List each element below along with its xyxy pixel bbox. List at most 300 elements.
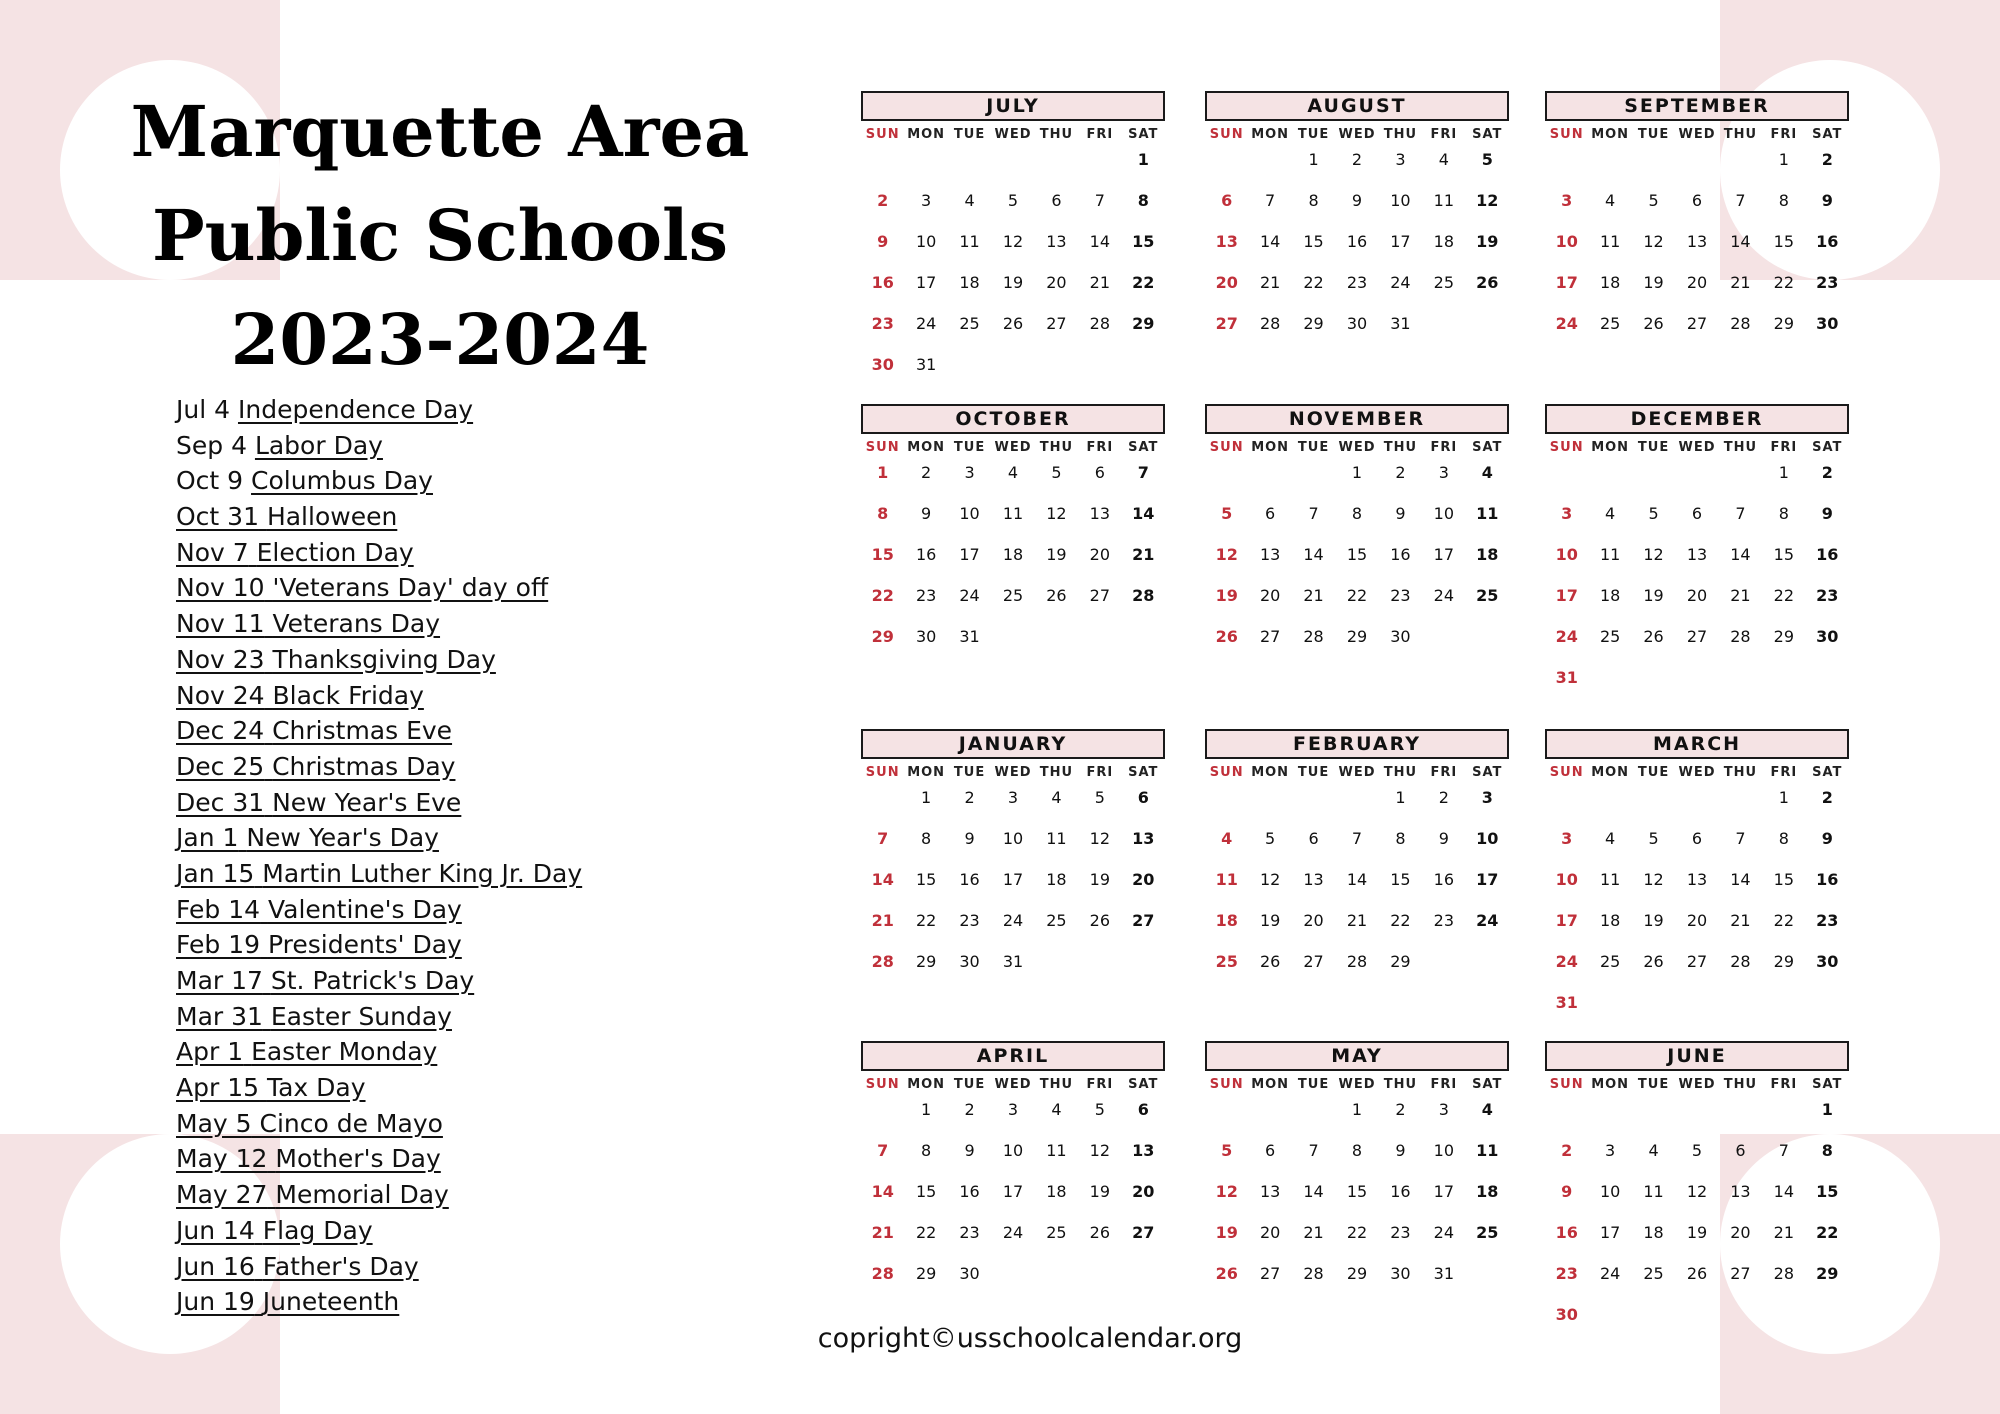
day-cell[interactable]: 7 [1735,191,1746,210]
day-cell[interactable]: 23 [1816,273,1839,292]
day-cell[interactable]: 16 [1816,545,1839,564]
day-cell[interactable]: 30 [1555,1305,1578,1324]
day-cell[interactable]: 20 [1303,911,1324,930]
day-cell[interactable]: 5 [1221,1141,1233,1160]
day-cell[interactable]: 15 [1773,545,1795,564]
day-cell[interactable]: 5 [1691,1141,1703,1160]
day-cell[interactable]: 21 [1303,1223,1324,1242]
day-cell[interactable]: 9 [921,504,932,523]
holiday-link[interactable]: Cinco de Mayo [259,1108,443,1138]
day-cell[interactable]: 10 [1476,829,1499,848]
holiday-item[interactable] [176,463,582,499]
holiday-item[interactable] [176,1213,582,1249]
day-cell[interactable]: 3 [1007,1100,1019,1119]
day-cell[interactable]: 30 [1816,627,1839,646]
day-cell[interactable]: 20 [1259,1223,1281,1242]
day-cell[interactable]: 6 [1691,191,1703,210]
day-cell[interactable]: 17 [1555,273,1578,292]
day-cell[interactable]: 6 [1265,1141,1276,1160]
day-cell[interactable]: 7 [1778,1141,1789,1160]
day-cell[interactable]: 24 [1002,1223,1024,1242]
day-cell[interactable]: 7 [1308,504,1319,523]
holiday-item[interactable] [176,678,582,714]
day-cell[interactable]: 13 [1686,545,1708,564]
holiday-link[interactable]: Thanksgiving Day [272,644,496,674]
day-cell[interactable]: 1 [1778,788,1789,807]
day-cell[interactable]: 7 [1265,191,1276,210]
day-cell[interactable]: 17 [1433,1182,1455,1201]
day-cell[interactable]: 25 [1643,1264,1664,1283]
day-cell[interactable]: 12 [1046,504,1067,523]
day-cell[interactable]: 26 [1643,952,1664,971]
holiday-link[interactable]: Black Friday [272,680,424,710]
day-cell[interactable]: 4 [1605,829,1616,848]
day-cell[interactable]: 11 [1599,870,1621,889]
day-cell[interactable]: 21 [1730,273,1751,292]
day-cell[interactable]: 8 [1395,829,1406,848]
day-cell[interactable]: 12 [1686,1182,1708,1201]
day-cell[interactable]: 31 [1390,314,1411,333]
day-cell[interactable]: 29 [1773,314,1795,333]
day-cell[interactable]: 20 [1132,870,1155,889]
day-cell[interactable]: 15 [1773,232,1795,251]
day-cell[interactable]: 13 [1089,504,1111,523]
day-cell[interactable]: 24 [1390,273,1411,292]
day-cell[interactable]: 10 [1433,1141,1455,1160]
day-cell[interactable]: 15 [915,1182,937,1201]
day-cell[interactable]: 17 [1433,545,1455,564]
holiday-item[interactable] [176,963,582,999]
day-cell[interactable]: 18 [1215,911,1238,930]
day-cell[interactable]: 20 [1686,273,1708,292]
day-cell[interactable]: 3 [964,463,975,482]
day-cell[interactable]: 20 [1730,1223,1751,1242]
day-cell[interactable]: 4 [1438,150,1449,169]
holiday-item[interactable] [176,999,582,1035]
holiday-link[interactable]: Columbus Day [251,466,433,496]
day-cell[interactable]: 11 [959,232,980,251]
day-cell[interactable]: 6 [1137,1100,1149,1119]
day-cell[interactable]: 25 [1215,952,1238,971]
day-cell[interactable]: 12 [1089,1141,1111,1160]
day-cell[interactable]: 4 [964,191,975,210]
day-cell[interactable]: 12 [1259,870,1281,889]
day-cell[interactable]: 30 [1390,627,1411,646]
holiday-item[interactable] [176,713,582,749]
day-cell[interactable]: 18 [1599,273,1621,292]
holiday-item[interactable] [176,749,582,785]
day-cell[interactable]: 28 [1132,586,1155,605]
day-cell[interactable]: 7 [1137,463,1149,482]
day-cell[interactable]: 2 [1561,1141,1573,1160]
day-cell[interactable]: 12 [1643,870,1664,889]
day-cell[interactable]: 11 [1433,191,1455,210]
day-cell[interactable]: 6 [1221,191,1233,210]
day-cell[interactable]: 30 [959,1264,980,1283]
day-cell[interactable]: 2 [1821,150,1833,169]
day-cell[interactable]: 15 [915,870,937,889]
day-cell[interactable]: 4 [1648,1141,1659,1160]
day-cell[interactable]: 21 [1773,1223,1795,1242]
day-cell[interactable]: 16 [1346,232,1368,251]
day-cell[interactable]: 21 [871,1223,894,1242]
day-cell[interactable]: 28 [1730,314,1751,333]
holiday-link[interactable]: Christmas Eve [272,716,453,746]
day-cell[interactable]: 25 [1476,1223,1499,1242]
day-cell[interactable]: 24 [1599,1264,1621,1283]
day-cell[interactable]: 15 [1346,545,1368,564]
day-cell[interactable]: 5 [1648,829,1659,848]
day-cell[interactable]: 16 [1816,232,1839,251]
day-cell[interactable]: 22 [1132,273,1155,292]
day-cell[interactable]: 15 [1773,870,1795,889]
day-cell[interactable]: 14 [1259,232,1281,251]
day-cell[interactable]: 17 [1599,1223,1621,1242]
day-cell[interactable]: 1 [921,788,932,807]
holiday-link[interactable]: New Year's Eve [272,787,462,817]
day-cell[interactable]: 21 [871,911,894,930]
day-cell[interactable]: 6 [1691,829,1703,848]
day-cell[interactable]: 22 [1773,911,1795,930]
day-cell[interactable]: 28 [1773,1264,1795,1283]
day-cell[interactable]: 17 [1555,586,1578,605]
day-cell[interactable]: 13 [1259,545,1281,564]
day-cell[interactable]: 17 [959,545,980,564]
holiday-link[interactable]: Easter Monday [251,1037,438,1067]
day-cell[interactable]: 30 [915,627,937,646]
day-cell[interactable]: 16 [1816,870,1839,889]
day-cell[interactable]: 3 [1481,788,1493,807]
day-cell[interactable]: 23 [1390,1223,1411,1242]
day-cell[interactable]: 9 [1821,829,1833,848]
day-cell[interactable]: 11 [1476,504,1499,523]
day-cell[interactable]: 22 [1816,1223,1839,1242]
day-cell[interactable]: 20 [1686,911,1708,930]
day-cell[interactable]: 29 [915,952,937,971]
day-cell[interactable]: 3 [1561,504,1573,523]
day-cell[interactable]: 2 [1821,788,1833,807]
day-cell[interactable]: 10 [1002,1141,1024,1160]
day-cell[interactable]: 9 [1438,829,1449,848]
holiday-link[interactable]: Election Day [256,537,414,567]
day-cell[interactable]: 27 [1215,314,1238,333]
day-cell[interactable]: 7 [1094,191,1105,210]
day-cell[interactable]: 8 [1778,829,1789,848]
day-cell[interactable]: 11 [1002,504,1024,523]
day-cell[interactable]: 10 [959,504,980,523]
day-cell[interactable]: 20 [1215,273,1238,292]
day-cell[interactable]: 4 [1605,504,1616,523]
day-cell[interactable]: 29 [1773,627,1795,646]
day-cell[interactable]: 4 [1481,1100,1493,1119]
day-cell[interactable]: 6 [1265,504,1276,523]
day-cell[interactable]: 11 [1643,1182,1664,1201]
day-cell[interactable]: 10 [1599,1182,1621,1201]
day-cell[interactable]: 30 [1390,1264,1411,1283]
day-cell[interactable]: 31 [1002,952,1024,971]
day-cell[interactable]: 5 [1007,191,1019,210]
day-cell[interactable]: 21 [1346,911,1368,930]
day-cell[interactable]: 12 [1643,232,1664,251]
holiday-link[interactable]: Veterans Day [272,609,441,639]
holiday-link[interactable]: Easter Sunday [270,1001,452,1031]
day-cell[interactable]: 16 [959,870,980,889]
day-cell[interactable]: 28 [1303,1264,1324,1283]
day-cell[interactable]: 24 [1476,911,1499,930]
day-cell[interactable]: 9 [1351,191,1363,210]
day-cell[interactable]: 15 [871,545,894,564]
holiday-item[interactable] [176,606,582,642]
day-cell[interactable]: 24 [959,586,980,605]
day-cell[interactable]: 9 [964,1141,975,1160]
day-cell[interactable]: 31 [1555,668,1578,687]
day-cell[interactable]: 19 [1089,1182,1111,1201]
day-cell[interactable]: 24 [915,314,937,333]
day-cell[interactable]: 10 [1555,545,1578,564]
day-cell[interactable]: 29 [1346,627,1368,646]
day-cell[interactable]: 1 [1778,463,1789,482]
day-cell[interactable]: 23 [1816,911,1839,930]
day-cell[interactable]: 14 [1089,232,1111,251]
day-cell[interactable]: 31 [959,627,980,646]
day-cell[interactable]: 11 [1046,1141,1067,1160]
day-cell[interactable]: 10 [1555,870,1578,889]
day-cell[interactable]: 24 [1555,314,1578,333]
day-cell[interactable]: 9 [1395,1141,1406,1160]
day-cell[interactable]: 29 [1390,952,1411,971]
day-cell[interactable]: 7 [1735,829,1746,848]
day-cell[interactable]: 14 [1730,232,1751,251]
day-cell[interactable]: 17 [915,273,937,292]
day-cell[interactable]: 6 [1094,463,1105,482]
day-cell[interactable]: 17 [1476,870,1499,889]
day-cell[interactable]: 25 [959,314,980,333]
day-cell[interactable]: 19 [1046,545,1067,564]
day-cell[interactable]: 27 [1089,586,1111,605]
holiday-item[interactable] [176,892,582,928]
day-cell[interactable]: 18 [1599,586,1621,605]
day-cell[interactable]: 9 [964,829,975,848]
day-cell[interactable]: 26 [1476,273,1499,292]
holiday-item[interactable] [176,820,582,856]
day-cell[interactable]: 14 [871,1182,894,1201]
day-cell[interactable]: 8 [921,829,932,848]
day-cell[interactable]: 18 [1476,545,1499,564]
day-cell[interactable]: 31 [1555,993,1578,1012]
day-cell[interactable]: 30 [1346,314,1368,333]
day-cell[interactable]: 21 [1730,586,1751,605]
day-cell[interactable]: 30 [1816,952,1839,971]
day-cell[interactable]: 13 [1686,870,1708,889]
day-cell[interactable]: 28 [1259,314,1281,333]
day-cell[interactable]: 25 [1599,314,1621,333]
day-cell[interactable]: 23 [915,586,937,605]
day-cell[interactable]: 10 [915,232,937,251]
day-cell[interactable]: 25 [1002,586,1024,605]
holiday-item[interactable] [176,1070,582,1106]
day-cell[interactable]: 2 [1821,463,1833,482]
day-cell[interactable]: 27 [1132,1223,1155,1242]
day-cell[interactable]: 26 [1089,911,1111,930]
day-cell[interactable]: 3 [1438,1100,1449,1119]
day-cell[interactable]: 5 [1648,191,1659,210]
day-cell[interactable]: 9 [1821,191,1833,210]
day-cell[interactable]: 25 [1476,586,1499,605]
day-cell[interactable]: 5 [1221,504,1233,523]
day-cell[interactable]: 13 [1215,232,1238,251]
day-cell[interactable]: 23 [1433,911,1455,930]
day-cell[interactable]: 23 [1346,273,1368,292]
day-cell[interactable]: 22 [871,586,894,605]
day-cell[interactable]: 27 [1259,627,1281,646]
day-cell[interactable]: 22 [1303,273,1324,292]
day-cell[interactable]: 21 [1089,273,1111,292]
holiday-item[interactable] [176,1177,582,1213]
day-cell[interactable]: 27 [1730,1264,1751,1283]
holiday-item[interactable] [176,927,582,963]
day-cell[interactable]: 18 [959,273,980,292]
holiday-item[interactable] [176,535,582,571]
day-cell[interactable]: 29 [871,627,894,646]
day-cell[interactable]: 4 [1605,191,1616,210]
day-cell[interactable]: 28 [871,952,894,971]
day-cell[interactable]: 22 [1346,1223,1368,1242]
day-cell[interactable]: 7 [877,829,889,848]
day-cell[interactable]: 4 [1051,1100,1062,1119]
day-cell[interactable]: 28 [1346,952,1368,971]
day-cell[interactable]: 5 [1265,829,1276,848]
day-cell[interactable]: 20 [1046,273,1067,292]
holiday-link[interactable]: Juneteenth [262,1287,400,1317]
holiday-item[interactable] [176,428,582,464]
holiday-link[interactable]: Presidents' Day [267,930,462,960]
day-cell[interactable]: 6 [1691,504,1703,523]
day-cell[interactable]: 8 [1351,504,1363,523]
day-cell[interactable]: 29 [1346,1264,1368,1283]
day-cell[interactable]: 14 [1303,545,1324,564]
day-cell[interactable]: 1 [1351,1100,1363,1119]
day-cell[interactable]: 16 [959,1182,980,1201]
day-cell[interactable]: 10 [1433,504,1455,523]
day-cell[interactable]: 13 [1046,232,1067,251]
day-cell[interactable]: 18 [1643,1223,1664,1242]
day-cell[interactable]: 28 [1730,627,1751,646]
day-cell[interactable]: 23 [1390,586,1411,605]
day-cell[interactable]: 26 [1643,314,1664,333]
holiday-item[interactable] [176,785,582,821]
day-cell[interactable]: 5 [1481,150,1493,169]
day-cell[interactable]: 22 [915,1223,937,1242]
day-cell[interactable]: 27 [1686,627,1708,646]
day-cell[interactable]: 17 [1002,1182,1024,1201]
day-cell[interactable]: 23 [959,1223,980,1242]
day-cell[interactable]: 24 [1433,1223,1455,1242]
holiday-item[interactable] [176,499,582,535]
day-cell[interactable]: 9 [1561,1182,1573,1201]
day-cell[interactable]: 7 [877,1141,889,1160]
holiday-item[interactable] [176,1106,582,1142]
day-cell[interactable]: 27 [1686,314,1708,333]
day-cell[interactable]: 21 [1303,586,1324,605]
day-cell[interactable]: 10 [1002,829,1024,848]
day-cell[interactable]: 3 [1395,150,1406,169]
day-cell[interactable]: 1 [1395,788,1406,807]
day-cell[interactable]: 8 [1308,191,1319,210]
day-cell[interactable]: 16 [915,545,937,564]
day-cell[interactable]: 26 [1643,627,1664,646]
day-cell[interactable]: 29 [1303,314,1324,333]
day-cell[interactable]: 12 [1476,191,1499,210]
day-cell[interactable]: 28 [1730,952,1751,971]
day-cell[interactable]: 27 [1686,952,1708,971]
day-cell[interactable]: 29 [915,1264,937,1283]
day-cell[interactable]: 14 [1730,545,1751,564]
day-cell[interactable]: 12 [1089,829,1111,848]
day-cell[interactable]: 14 [1132,504,1155,523]
day-cell[interactable]: 9 [1395,504,1406,523]
day-cell[interactable]: 14 [1773,1182,1795,1201]
day-cell[interactable]: 3 [1438,463,1449,482]
holiday-link[interactable]: New Year's Day [246,823,439,853]
day-cell[interactable]: 19 [1215,1223,1238,1242]
day-cell[interactable]: 27 [1259,1264,1281,1283]
day-cell[interactable]: 27 [1132,911,1155,930]
day-cell[interactable]: 23 [1555,1264,1578,1283]
day-cell[interactable]: 22 [1346,586,1368,605]
holiday-link[interactable]: Independence Day [237,395,474,424]
day-cell[interactable]: 4 [1481,463,1493,482]
day-cell[interactable]: 30 [959,952,980,971]
day-cell[interactable]: 3 [1007,788,1019,807]
day-cell[interactable]: 18 [1599,911,1621,930]
holiday-link[interactable]: Christmas Day [272,751,456,781]
day-cell[interactable]: 25 [1433,273,1455,292]
day-cell[interactable]: 11 [1476,1141,1499,1160]
day-cell[interactable]: 8 [1778,504,1789,523]
day-cell[interactable]: 15 [1816,1182,1839,1201]
day-cell[interactable]: 28 [1303,627,1324,646]
day-cell[interactable]: 29 [1132,314,1155,333]
day-cell[interactable]: 19 [1643,273,1664,292]
day-cell[interactable]: 11 [1046,829,1067,848]
day-cell[interactable]: 21 [1730,911,1751,930]
day-cell[interactable]: 2 [1438,788,1449,807]
day-cell[interactable]: 25 [1599,952,1621,971]
holiday-link[interactable]: Father's Day [262,1251,419,1281]
day-cell[interactable]: 7 [1735,504,1746,523]
day-cell[interactable]: 2 [921,463,932,482]
day-cell[interactable]: 11 [1215,870,1238,889]
holiday-item[interactable] [176,642,582,678]
holiday-link[interactable]: Tax Day [266,1073,366,1103]
day-cell[interactable]: 23 [959,911,980,930]
day-cell[interactable]: 20 [1259,586,1281,605]
day-cell[interactable]: 13 [1686,232,1708,251]
day-cell[interactable]: 19 [1259,911,1281,930]
day-cell[interactable]: 1 [1137,150,1149,169]
day-cell[interactable]: 5 [1051,463,1062,482]
day-cell[interactable]: 26 [1002,314,1024,333]
day-cell[interactable]: 19 [1002,273,1024,292]
day-cell[interactable]: 26 [1046,586,1067,605]
day-cell[interactable]: 11 [1599,545,1621,564]
day-cell[interactable]: 18 [1476,1182,1499,1201]
day-cell[interactable]: 24 [1002,911,1024,930]
day-cell[interactable]: 19 [1476,232,1499,251]
holiday-item[interactable] [176,856,582,892]
day-cell[interactable]: 2 [964,788,975,807]
day-cell[interactable]: 18 [1046,870,1067,889]
